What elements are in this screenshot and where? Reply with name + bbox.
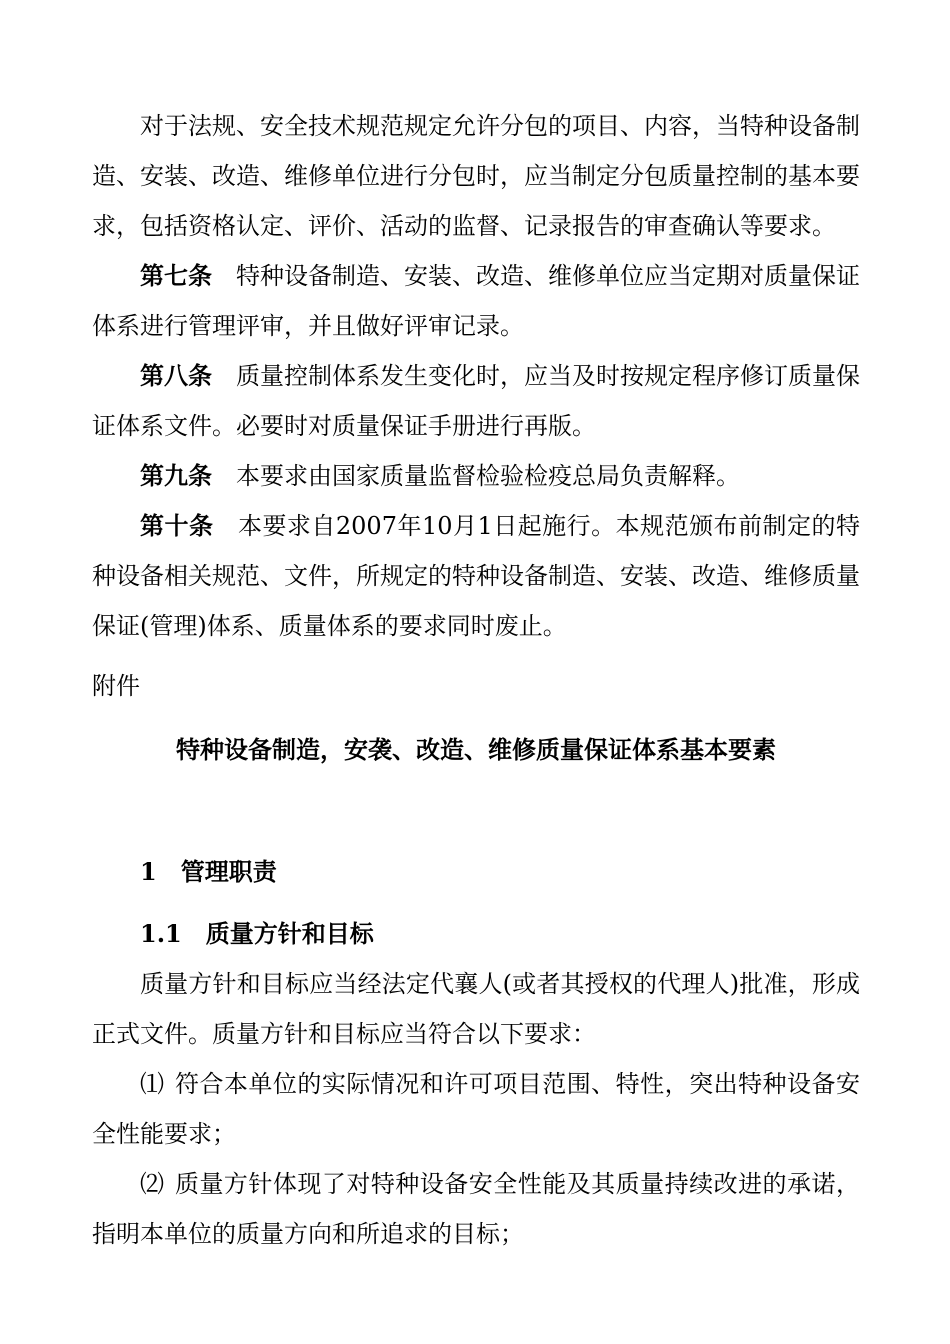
section-1-1-intro [92, 959, 860, 1059]
paragraph-text: 对于法规、安全技术规范规定允许分包的项目、内容，当特种设备制造、安装、改造、维修单位进行分包时，应当制定分包质量控制的基本要求，包括资格认定、评价、活动的监督、记录报告的审查确认等要求。 [92, 112, 860, 240]
article-label: 第十条 [140, 511, 214, 540]
article-label: 第八条 [140, 361, 212, 390]
article-label: 第九条 [140, 461, 212, 490]
article-label: 第七条 [140, 261, 212, 290]
list-item [92, 1159, 860, 1259]
appendix-label-text: 附件 [92, 672, 140, 700]
section-1-1-heading [140, 914, 374, 954]
section-title: 质量方针和目标 [205, 919, 374, 948]
appendix-label [92, 661, 860, 711]
paragraph-text: 质量方针和目标应当经法定代襄人(或者其授权的代理人)批准，形成正式文件。质量方针和目标应当符合以下要求： [92, 970, 860, 1048]
article-text: 本要求由国家质量监督检验检疫总局负责解释。 [236, 462, 740, 490]
article-10 [92, 501, 860, 651]
section-number: 1.1 [140, 919, 182, 948]
article-8 [92, 351, 860, 451]
appendix-title: 特种设备制造，安袭、改造、维修质量保证体系基本要素 [176, 735, 776, 764]
section-number: 1 [140, 857, 157, 886]
article-text: 本要求自2007年10月1日起施行。本规范颁布前制定的特种设备相关规范、文件，所规定的特种设备制造、安装、改造、维修质量保证(管理)体系、质量体系的要求同时废止。 [92, 512, 861, 640]
list-marker: ⑴ [140, 1070, 165, 1098]
article-text: 质量控制体系发生变化时，应当及时按规定程序修订质量保证体系文件。必要时对质量保证手册进行再版。 [92, 362, 860, 440]
section-title: 管理职责 [180, 857, 277, 886]
list-marker: ⑵ [140, 1170, 165, 1198]
list-item-text: 质量方针体现了对特种设备安全性能及其质量持续改进的承诺，指明本单位的质量方向和所追求的目标； [92, 1170, 860, 1248]
list-item-text: 符合本单位的实际情况和许可项目范围、特性，突出特种设备安全性能要求； [92, 1070, 860, 1148]
list-item [92, 1059, 860, 1159]
paragraph-subcontracting [92, 101, 860, 251]
article-text: 特种设备制造、安装、改造、维修单位应当定期对质量保证体系进行管理评审，并且做好评审记录。 [92, 262, 860, 340]
article-7 [92, 251, 860, 351]
article-9 [92, 451, 860, 501]
section-1-heading [140, 852, 277, 892]
